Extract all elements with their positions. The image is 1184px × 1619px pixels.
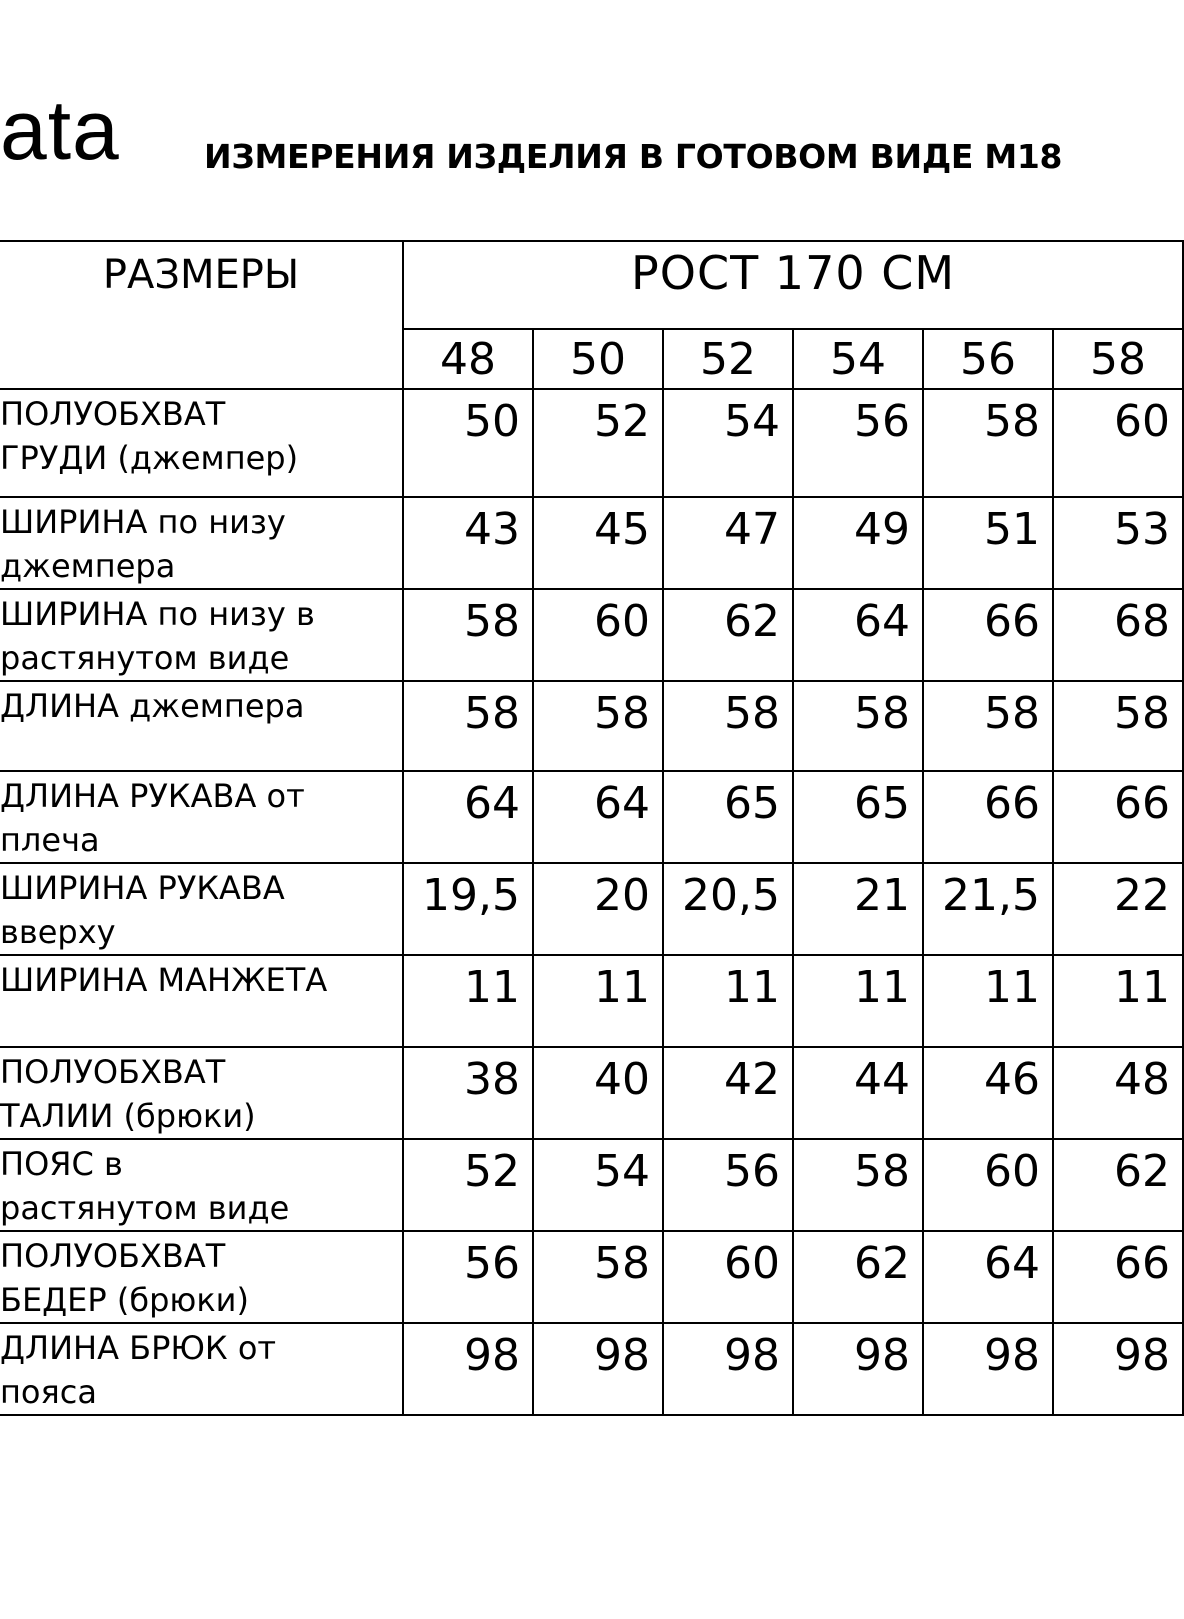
- size-column-header: 48: [403, 329, 533, 389]
- measurement-label: [0, 1323, 403, 1415]
- size-chart-body: [0, 389, 1183, 1415]
- measurement-value: 44: [793, 1047, 923, 1139]
- measurement-value: 54: [533, 1139, 663, 1231]
- measurement-value: 98: [1053, 1323, 1183, 1415]
- measurement-value: 50: [403, 389, 533, 497]
- measurement-value: 62: [1053, 1139, 1183, 1231]
- measurement-label-line1: ДЛИНА БРЮК от: [0, 1329, 277, 1367]
- measurement-value: 43: [403, 497, 533, 589]
- measurement-value: 11: [923, 955, 1053, 1047]
- measurement-value: 51: [923, 497, 1053, 589]
- measurement-value: 56: [793, 389, 923, 497]
- measurement-label: [0, 1231, 403, 1323]
- measurement-value: 21: [793, 863, 923, 955]
- measurement-label-line2: БЕДЕР (брюки): [0, 1281, 249, 1319]
- measurement-value: 21,5: [923, 863, 1053, 955]
- size-column-header: 50: [533, 329, 663, 389]
- measurement-value: 11: [533, 955, 663, 1047]
- sizes-header: РАЗМЕРЫ: [0, 241, 403, 329]
- measurement-label: [0, 589, 403, 681]
- measurement-value: 11: [793, 955, 923, 1047]
- measurement-label-line2: плеча: [0, 821, 100, 859]
- measurement-value: 66: [1053, 1231, 1183, 1323]
- table-row: [0, 681, 1183, 771]
- measurement-label: [0, 771, 403, 863]
- measurement-value: 19,5: [403, 863, 533, 955]
- table-row: [0, 1139, 1183, 1231]
- measurement-value: 58: [923, 681, 1053, 771]
- measurement-value: 58: [793, 681, 923, 771]
- measurement-value: 65: [793, 771, 923, 863]
- table-row: [0, 771, 1183, 863]
- measurement-label-line1: ПОЛУОБХВАТ: [0, 1053, 226, 1091]
- measurement-value: 20,5: [663, 863, 793, 955]
- measurement-value: 48: [1053, 1047, 1183, 1139]
- measurement-value: 52: [533, 389, 663, 497]
- measurement-value: 11: [663, 955, 793, 1047]
- measurement-value: 98: [793, 1323, 923, 1415]
- table-row: [0, 497, 1183, 589]
- measurement-label-line2: растянутом виде: [0, 1189, 290, 1227]
- document-title: ИЗМЕРЕНИЯ ИЗДЕЛИЯ В ГОТОВОМ ВИДЕ М18: [204, 137, 1063, 176]
- table-row: [0, 863, 1183, 955]
- table-row: [0, 589, 1183, 681]
- measurement-label-line1: ДЛИНА РУКАВА от: [0, 777, 305, 815]
- measurement-value: 60: [1053, 389, 1183, 497]
- measurement-value: 53: [1053, 497, 1183, 589]
- measurement-value: 98: [923, 1323, 1053, 1415]
- measurement-value: 42: [663, 1047, 793, 1139]
- measurement-label-line2: джемпера: [0, 547, 176, 585]
- size-chart-table: [0, 240, 1184, 1416]
- size-column-header: 54: [793, 329, 923, 389]
- measurement-label-line2: ТАЛИИ (брюки): [0, 1097, 256, 1135]
- measurement-label: [0, 955, 403, 1047]
- measurement-label-line2: растянутом виде: [0, 639, 290, 677]
- height-header: РОСТ 170 СМ: [403, 241, 1183, 329]
- measurement-label-line1: ПОЛУОБХВАТ: [0, 395, 226, 433]
- measurement-label-line1: ПОЛУОБХВАТ: [0, 1237, 226, 1275]
- measurement-value: 40: [533, 1047, 663, 1139]
- table-row: [0, 1323, 1183, 1415]
- header-row-sizes: [0, 329, 1183, 389]
- measurement-value: 49: [793, 497, 923, 589]
- measurement-label-line1: ШИРИНА по низу в: [0, 595, 315, 633]
- size-column-header: 56: [923, 329, 1053, 389]
- measurement-label-line1: ШИРИНА МАНЖЕТА: [0, 961, 328, 999]
- brand-logo: ata: [0, 83, 120, 177]
- measurement-value: 56: [403, 1231, 533, 1323]
- measurement-value: 58: [663, 681, 793, 771]
- measurement-label: [0, 497, 403, 589]
- measurement-value: 65: [663, 771, 793, 863]
- measurement-label-line2: пояса: [0, 1373, 97, 1411]
- measurement-value: 64: [533, 771, 663, 863]
- measurement-label: [0, 389, 403, 497]
- measurement-value: 66: [923, 589, 1053, 681]
- measurement-label-line2: ГРУДИ (джемпер): [0, 439, 299, 477]
- measurement-value: 98: [403, 1323, 533, 1415]
- measurement-value: 11: [403, 955, 533, 1047]
- measurement-label-line1: ШИРИНА РУКАВА: [0, 869, 285, 907]
- table-row: [0, 1231, 1183, 1323]
- measurement-label-line1: ДЛИНА джемпера: [0, 687, 305, 725]
- sizes-header-blank: [0, 329, 403, 389]
- measurement-value: 62: [793, 1231, 923, 1323]
- measurement-value: 58: [403, 589, 533, 681]
- measurement-value: 98: [663, 1323, 793, 1415]
- measurement-value: 64: [923, 1231, 1053, 1323]
- measurement-value: 20: [533, 863, 663, 955]
- measurement-value: 58: [1053, 681, 1183, 771]
- header-row-top: [0, 241, 1183, 329]
- measurement-value: 58: [533, 681, 663, 771]
- measurement-value: 68: [1053, 589, 1183, 681]
- measurement-value: 58: [923, 389, 1053, 497]
- measurement-value: 60: [533, 589, 663, 681]
- measurement-value: 38: [403, 1047, 533, 1139]
- table-row: [0, 1047, 1183, 1139]
- measurement-value: 66: [1053, 771, 1183, 863]
- table-row: [0, 389, 1183, 497]
- measurement-value: 22: [1053, 863, 1183, 955]
- measurement-label-line2: вверху: [0, 913, 116, 951]
- measurement-label: [0, 863, 403, 955]
- size-column-header: 52: [663, 329, 793, 389]
- measurement-value: 11: [1053, 955, 1183, 1047]
- measurement-value: 60: [663, 1231, 793, 1323]
- measurement-value: 46: [923, 1047, 1053, 1139]
- measurement-value: 52: [403, 1139, 533, 1231]
- measurement-value: 98: [533, 1323, 663, 1415]
- measurement-value: 58: [793, 1139, 923, 1231]
- measurement-value: 45: [533, 497, 663, 589]
- measurement-label-line1: ШИРИНА по низу: [0, 503, 286, 541]
- measurement-value: 58: [403, 681, 533, 771]
- measurement-label: [0, 1139, 403, 1231]
- measurement-value: 56: [663, 1139, 793, 1231]
- measurement-label: [0, 1047, 403, 1139]
- measurement-label-line1: ПОЯС в: [0, 1145, 123, 1183]
- size-column-header: 58: [1053, 329, 1183, 389]
- measurement-value: 62: [663, 589, 793, 681]
- measurement-value: 64: [793, 589, 923, 681]
- measurement-value: 60: [923, 1139, 1053, 1231]
- measurement-value: 66: [923, 771, 1053, 863]
- measurement-value: 54: [663, 389, 793, 497]
- measurement-label: [0, 681, 403, 771]
- table-row: [0, 955, 1183, 1047]
- measurement-value: 58: [533, 1231, 663, 1323]
- measurement-value: 47: [663, 497, 793, 589]
- measurement-value: 64: [403, 771, 533, 863]
